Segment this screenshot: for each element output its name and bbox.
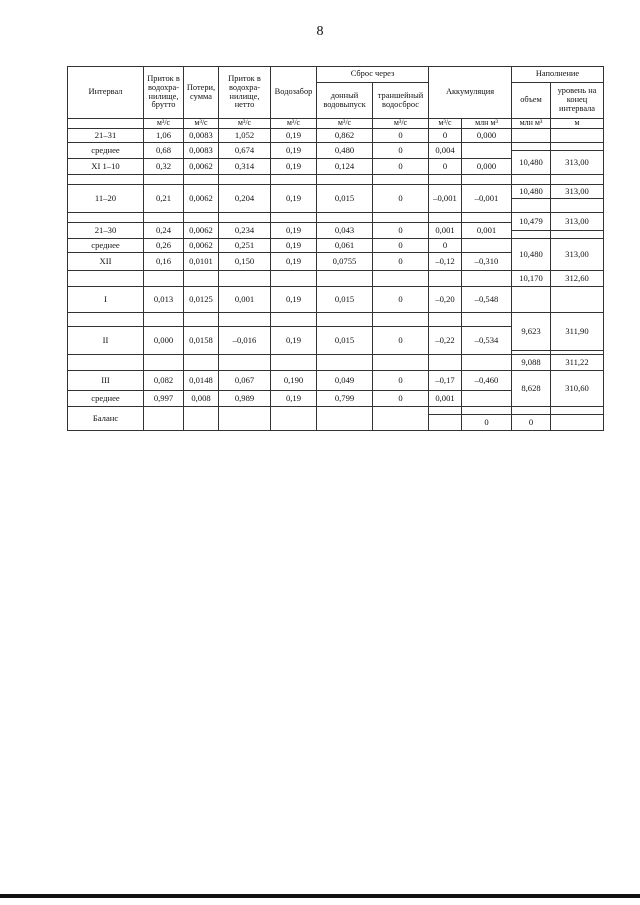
units-losses: м³/с <box>184 119 219 129</box>
cell-interval: II <box>68 327 144 355</box>
cell-losses: 0,0083 <box>184 143 219 159</box>
cell-interval <box>68 355 144 371</box>
cell-interval: среднее <box>68 239 144 253</box>
cell-losses: 0,0148 <box>184 371 219 391</box>
cell-volume <box>512 199 551 213</box>
cell-acc-vol: 0,000 <box>462 159 512 175</box>
cell-losses: 0,0101 <box>184 253 219 271</box>
table-row <box>68 213 604 223</box>
cell-inflow-net: 0,204 <box>219 185 271 213</box>
units-level: м <box>551 119 604 129</box>
cell-trench-spillway: 0 <box>373 327 429 355</box>
water-balance-table <box>67 66 604 431</box>
table-row <box>68 143 604 151</box>
cell-acc-vol: –0,001 <box>462 185 512 213</box>
cell-acc-flow: 0 <box>429 159 462 175</box>
cell-losses <box>184 313 219 327</box>
header-row-1 <box>68 67 604 83</box>
cell-acc-flow <box>429 313 462 327</box>
cell-interval: XII <box>68 253 144 271</box>
table-row <box>68 175 604 185</box>
cell-acc-flow <box>429 355 462 371</box>
table-row <box>68 185 604 199</box>
cell-losses <box>184 213 219 223</box>
cell-intake <box>271 407 317 431</box>
cell-intake: 0,19 <box>271 391 317 407</box>
cell-bottom-outlet: 0,049 <box>317 371 373 391</box>
cell-inflow-net <box>219 175 271 185</box>
cell-level <box>551 407 604 415</box>
header-intake: Водозабор <box>271 67 317 119</box>
cell-interval <box>68 213 144 223</box>
cell-intake <box>271 271 317 287</box>
header-interval: Интервал <box>68 67 144 119</box>
cell-trench-spillway: 0 <box>373 391 429 407</box>
cell-level <box>551 143 604 151</box>
header-filling: Наполнение <box>512 67 604 83</box>
cell-losses <box>184 407 219 431</box>
cell-bottom-outlet: 0,124 <box>317 159 373 175</box>
cell-acc-vol: 0,000 <box>462 129 512 143</box>
cell-losses: 0,0083 <box>184 129 219 143</box>
cell-volume <box>512 407 551 415</box>
cell-trench-spillway: 0 <box>373 287 429 313</box>
cell-inflow-net: 0,067 <box>219 371 271 391</box>
cell-bottom-outlet <box>317 175 373 185</box>
cell-intake <box>271 175 317 185</box>
cell-acc-vol <box>462 143 512 159</box>
cell-bottom-outlet: 0,0755 <box>317 253 373 271</box>
cell-intake: 0,190 <box>271 371 317 391</box>
cell-level: 313,00 <box>551 151 604 175</box>
cell-volume <box>512 231 551 239</box>
cell-inflow-gross: 0,082 <box>144 371 184 391</box>
cell-acc-vol <box>462 391 512 407</box>
cell-trench-spillway: 0 <box>373 239 429 253</box>
cell-volume: 10,170 <box>512 271 551 287</box>
table-row <box>68 271 604 287</box>
cell-trench-spillway <box>373 271 429 287</box>
cell-losses: 0,0062 <box>184 185 219 213</box>
cell-trench-spillway: 0 <box>373 129 429 143</box>
units-bottom-outlet: м³/с <box>317 119 373 129</box>
cell-bottom-outlet: 0,862 <box>317 129 373 143</box>
cell-acc-vol <box>462 271 512 287</box>
page-number: 8 <box>316 24 324 39</box>
cell-intake <box>271 355 317 371</box>
cell-interval: XI 1–10 <box>68 159 144 175</box>
cell-volume: 9,088 <box>512 355 551 371</box>
cell-interval <box>68 175 144 185</box>
table-row <box>68 287 604 313</box>
header-bottom-outlet: донный водовыпуск <box>317 83 373 119</box>
cell-trench-spillway: 0 <box>373 143 429 159</box>
units-inflow-gross: м³/с <box>144 119 184 129</box>
cell-volume: 10,480 <box>512 151 551 175</box>
cell-interval: Баланс <box>68 407 144 431</box>
cell-volume: 10,479 <box>512 213 551 231</box>
units-trench-spillway: м³/с <box>373 119 429 129</box>
cell-losses <box>184 355 219 371</box>
cell-acc-vol <box>462 239 512 253</box>
cell-acc-flow: 0 <box>429 129 462 143</box>
cell-intake: 0,19 <box>271 327 317 355</box>
cell-acc-flow: 0 <box>429 239 462 253</box>
cell-acc-vol <box>462 407 512 415</box>
cell-level: 311,22 <box>551 355 604 371</box>
cell-intake: 0,19 <box>271 129 317 143</box>
cell-bottom-outlet <box>317 313 373 327</box>
cell-trench-spillway <box>373 213 429 223</box>
cell-inflow-gross: 0,26 <box>144 239 184 253</box>
cell-inflow-net <box>219 313 271 327</box>
table-row <box>68 371 604 391</box>
cell-bottom-outlet: 0,480 <box>317 143 373 159</box>
cell-inflow-gross: 0,997 <box>144 391 184 407</box>
cell-interval: среднее <box>68 391 144 407</box>
cell-level <box>551 231 604 239</box>
cell-volume <box>512 143 551 151</box>
cell-acc-flow: –0,17 <box>429 371 462 391</box>
cell-acc-vol <box>462 313 512 327</box>
cell-inflow-gross <box>144 271 184 287</box>
cell-inflow-gross: 0,16 <box>144 253 184 271</box>
cell-level: 312,60 <box>551 271 604 287</box>
cell-level: 313,00 <box>551 213 604 231</box>
cell-bottom-outlet: 0,015 <box>317 185 373 213</box>
units-acc-vol: млн м³ <box>462 119 512 129</box>
cell-losses: 0,0062 <box>184 239 219 253</box>
cell-acc-vol <box>462 355 512 371</box>
cell-bottom-outlet: 0,061 <box>317 239 373 253</box>
cell-acc-flow: –0,22 <box>429 327 462 355</box>
cell-intake: 0,19 <box>271 159 317 175</box>
cell-volume <box>512 175 551 185</box>
cell-trench-spillway: 0 <box>373 371 429 391</box>
cell-bottom-outlet <box>317 355 373 371</box>
cell-intake <box>271 213 317 223</box>
cell-trench-spillway: 0 <box>373 159 429 175</box>
units-interval <box>68 119 144 129</box>
cell-inflow-gross: 1,06 <box>144 129 184 143</box>
cell-inflow-gross <box>144 313 184 327</box>
cell-interval: 11–20 <box>68 185 144 213</box>
cell-acc-flow <box>429 271 462 287</box>
cell-acc-flow <box>429 415 462 431</box>
cell-level: 311,90 <box>551 313 604 351</box>
cell-interval: I <box>68 287 144 313</box>
table-row <box>68 407 604 415</box>
cell-acc-flow: –0,12 <box>429 253 462 271</box>
header-level-end: уровень на конец интервала <box>551 83 604 119</box>
cell-bottom-outlet <box>317 407 373 431</box>
cell-acc-flow <box>429 213 462 223</box>
header-discharge-via: Сброс через <box>317 67 429 83</box>
cell-inflow-net: 0,251 <box>219 239 271 253</box>
scan-edge-bar <box>0 894 640 898</box>
cell-inflow-gross: 0,68 <box>144 143 184 159</box>
units-acc-flow: м³/с <box>429 119 462 129</box>
cell-bottom-outlet: 0,015 <box>317 327 373 355</box>
cell-inflow-gross <box>144 407 184 431</box>
cell-inflow-gross: 0,24 <box>144 223 184 239</box>
cell-acc-flow: 0,001 <box>429 223 462 239</box>
cell-acc-flow: 0,001 <box>429 391 462 407</box>
cell-losses: 0,008 <box>184 391 219 407</box>
cell-bottom-outlet <box>317 271 373 287</box>
cell-trench-spillway <box>373 313 429 327</box>
cell-volume: 9,623 <box>512 313 551 351</box>
cell-intake: 0,19 <box>271 287 317 313</box>
header-inflow-net: Приток в водохра-нилище, нетто <box>219 67 271 119</box>
cell-acc-flow: –0,20 <box>429 287 462 313</box>
cell-trench-spillway <box>373 355 429 371</box>
cell-interval: 21–30 <box>68 223 144 239</box>
cell-inflow-net <box>219 271 271 287</box>
cell-acc-flow: 0,004 <box>429 143 462 159</box>
cell-acc-flow: –0,001 <box>429 185 462 213</box>
cell-interval <box>68 271 144 287</box>
units-intake: м³/с <box>271 119 317 129</box>
cell-inflow-net: 0,674 <box>219 143 271 159</box>
cell-intake: 0,19 <box>271 185 317 213</box>
cell-bottom-outlet <box>317 213 373 223</box>
cell-volume <box>512 129 551 143</box>
cell-acc-vol: 0,001 <box>462 223 512 239</box>
cell-volume: 8,628 <box>512 371 551 407</box>
cell-losses: 0,0125 <box>184 287 219 313</box>
cell-bottom-outlet: 0,799 <box>317 391 373 407</box>
cell-bottom-outlet: 0,015 <box>317 287 373 313</box>
cell-intake: 0,19 <box>271 223 317 239</box>
cell-trench-spillway <box>373 407 429 431</box>
cell-inflow-gross: 0,21 <box>144 185 184 213</box>
cell-inflow-net: 0,314 <box>219 159 271 175</box>
cell-inflow-net: 0,234 <box>219 223 271 239</box>
cell-interval: III <box>68 371 144 391</box>
header-accumulation: Аккумуляция <box>429 67 512 119</box>
cell-inflow-net: 0,150 <box>219 253 271 271</box>
cell-acc-vol <box>462 175 512 185</box>
cell-inflow-net <box>219 355 271 371</box>
cell-volume: 10,480 <box>512 239 551 271</box>
cell-level <box>551 415 604 431</box>
cell-losses <box>184 175 219 185</box>
cell-inflow-gross: 0,013 <box>144 287 184 313</box>
table-row <box>68 355 604 371</box>
cell-level <box>551 199 604 213</box>
cell-trench-spillway: 0 <box>373 185 429 213</box>
cell-acc-flow <box>429 175 462 185</box>
header-losses: Потери, сумма <box>184 67 219 119</box>
cell-inflow-net: –0,016 <box>219 327 271 355</box>
cell-inflow-net <box>219 213 271 223</box>
cell-inflow-gross: 0,000 <box>144 327 184 355</box>
cell-acc-vol: 0 <box>462 415 512 431</box>
header-inflow-gross: Приток в водохра-нилище, брутто <box>144 67 184 119</box>
cell-inflow-gross <box>144 213 184 223</box>
cell-bottom-outlet: 0,043 <box>317 223 373 239</box>
cell-trench-spillway <box>373 175 429 185</box>
cell-losses: 0,0062 <box>184 159 219 175</box>
cell-level <box>551 175 604 185</box>
cell-acc-vol <box>462 213 512 223</box>
cell-acc-vol: –0,548 <box>462 287 512 313</box>
cell-level: 310,60 <box>551 371 604 407</box>
cell-trench-spillway: 0 <box>373 223 429 239</box>
cell-acc-flow <box>429 407 462 415</box>
cell-acc-vol: –0,310 <box>462 253 512 271</box>
cell-acc-vol: –0,534 <box>462 327 512 355</box>
cell-acc-vol: –0,460 <box>462 371 512 391</box>
cell-interval <box>68 313 144 327</box>
cell-inflow-net <box>219 407 271 431</box>
cell-volume: 0 <box>512 415 551 431</box>
units-row <box>68 119 604 129</box>
table-row <box>68 239 604 253</box>
header-volume: объем <box>512 83 551 119</box>
cell-level <box>551 287 604 313</box>
cell-volume <box>512 287 551 313</box>
cell-level: 313,00 <box>551 185 604 199</box>
cell-losses <box>184 271 219 287</box>
cell-intake: 0,19 <box>271 143 317 159</box>
units-inflow-net: м³/с <box>219 119 271 129</box>
cell-interval: среднее <box>68 143 144 159</box>
cell-inflow-gross <box>144 355 184 371</box>
cell-intake: 0,19 <box>271 253 317 271</box>
cell-level <box>551 129 604 143</box>
cell-intake <box>271 313 317 327</box>
cell-inflow-gross <box>144 175 184 185</box>
cell-losses: 0,0062 <box>184 223 219 239</box>
cell-inflow-net: 0,989 <box>219 391 271 407</box>
cell-inflow-net: 1,052 <box>219 129 271 143</box>
units-volume: млн м³ <box>512 119 551 129</box>
header-trench-spillway: траншейный водосброс <box>373 83 429 119</box>
cell-inflow-gross: 0,32 <box>144 159 184 175</box>
cell-losses: 0,0158 <box>184 327 219 355</box>
cell-inflow-net: 0,001 <box>219 287 271 313</box>
cell-level: 313,00 <box>551 239 604 271</box>
cell-interval: 21–31 <box>68 129 144 143</box>
cell-intake: 0,19 <box>271 239 317 253</box>
cell-volume: 10,480 <box>512 185 551 199</box>
table-row <box>68 129 604 143</box>
table-row <box>68 313 604 327</box>
cell-trench-spillway: 0 <box>373 253 429 271</box>
